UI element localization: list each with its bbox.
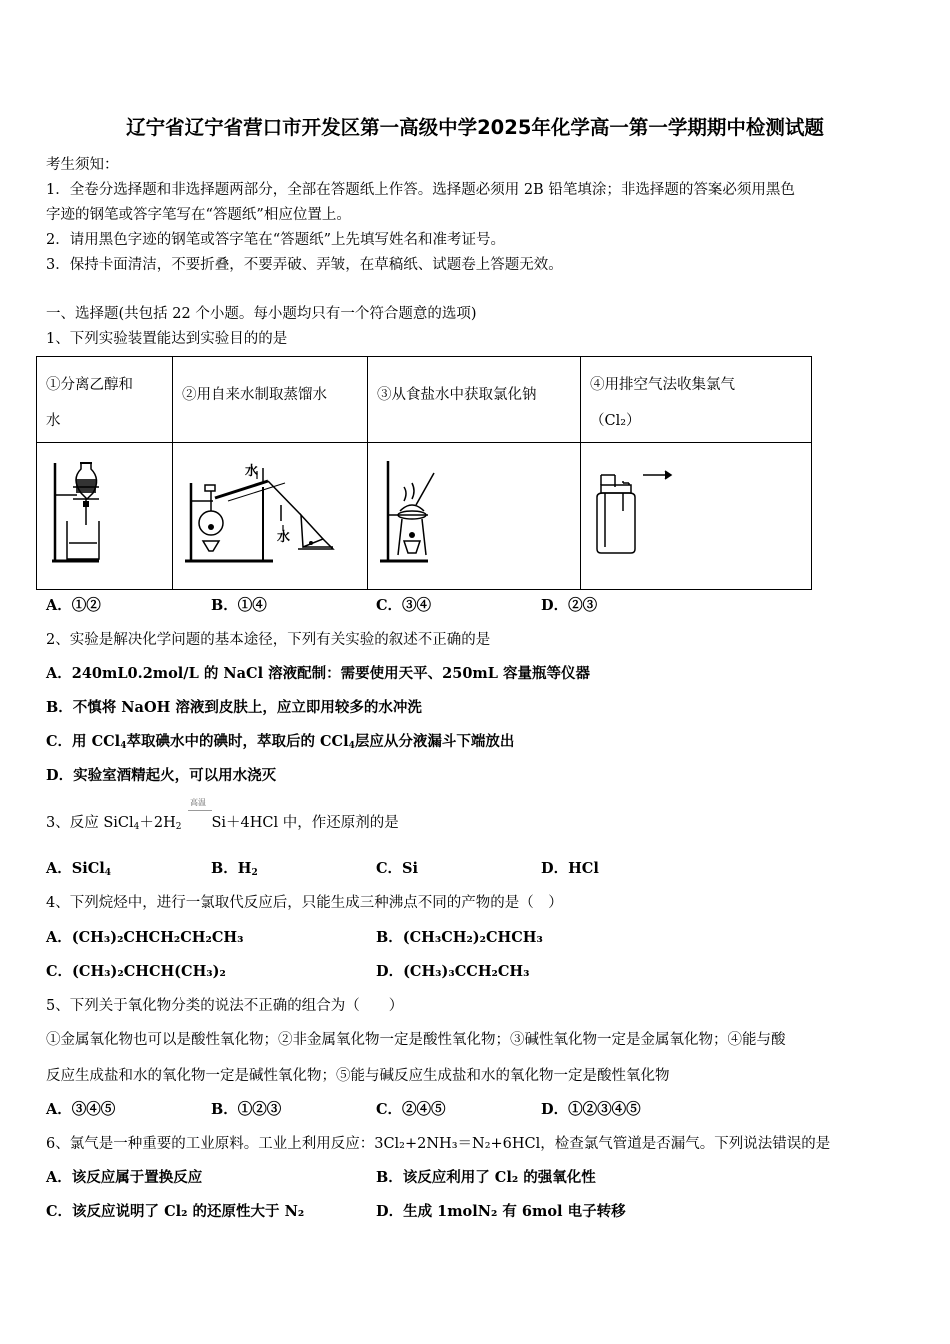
q5-stem: 5、下列关于氧化物分类的说法不正确的组合为（ ） xyxy=(46,998,404,1014)
q2-stem: 2、实验是解决化学问题的基本途径，下列有关实验的叙述不正确的是 xyxy=(46,632,491,648)
q4-option-b[interactable]: B．(CH₃CH₂)₂CHCH₃ xyxy=(376,929,543,946)
q2-c-part-1: C．用 CCl xyxy=(46,733,121,750)
q2-option-a[interactable]: A．240mL0.2mol/L 的 NaCl 溶液配制：需要使用天平、250mL 容量瓶等仪器 xyxy=(46,665,590,682)
q4-option-c[interactable]: C．(CH₃)₂CHCH(CH₃)₂ xyxy=(46,963,226,980)
q1-option-b[interactable]: B．①④ xyxy=(211,597,267,614)
q5-option-c[interactable]: C．②④⑤ xyxy=(376,1101,446,1118)
section-heading: 一、选择题(共包括 22 个小题。每小题均只有一个符合题意的选项) xyxy=(46,306,477,322)
q1-stem: 1、下列实验装置能达到实验目的的是 xyxy=(46,331,288,347)
q1-diagram-cell-1 xyxy=(37,443,173,590)
q3-stem-sub-1: 4 xyxy=(133,822,140,832)
q2-c-part-2: 萃取碘水中的碘时，萃取后的 CCl xyxy=(126,733,349,750)
q4-option-a[interactable]: A．(CH₃)₂CHCH₂CH₂CH₃ xyxy=(46,929,244,946)
q2-c-sub-1: 4 xyxy=(120,741,127,751)
q3-reaction-condition: 高温 xyxy=(190,798,206,807)
notice-line-1b: 字迹的钢笔或答字笔写在“答题纸”相应位置上。 xyxy=(46,207,351,223)
notice-heading: 考生须知： xyxy=(46,157,119,173)
q5-body-line-1: ①金属氧化物也可以是酸性氧化物；②非金属氧化物一定是酸性氧化物；③碱性氧化物一定是金属氧化物；④能与酸 xyxy=(46,1032,786,1048)
q1-diagram-cell-2 xyxy=(173,443,368,590)
q3-a-text: A．SiCl xyxy=(46,860,105,877)
q3-b-text: B．H xyxy=(211,860,252,877)
q1-cell-4-line-a: ④用排空气法收集氯气 xyxy=(590,377,735,393)
gas-collection-diagram xyxy=(581,443,811,589)
q2-option-b[interactable]: B．不慎将 NaOH 溶液到皮肤上，应立即用较多的水冲洗 xyxy=(46,699,422,716)
q1-apparatus-table xyxy=(36,356,812,590)
notice-line-1a: 1．全卷分选择题和非选择题两部分，全部在答题纸上作答。选择题必须用 2B 铅笔填涂；非选择题的答案必须用黑色 xyxy=(46,182,795,198)
q3-stem-part-1: 3、反应 SiCl xyxy=(46,815,134,831)
q1-cell-3-text: ③从食盐水中获取氯化钠 xyxy=(377,387,537,403)
q6-option-c[interactable]: C．该反应说明了 Cl₂ 的还原性大于 N₂ xyxy=(46,1203,305,1220)
page-title: 辽宁省辽宁省营口市开发区第一高级中学2025年化学高一第一学期期中检测试题 xyxy=(126,116,824,139)
q1-cell-1-line-b: 水 xyxy=(46,413,61,429)
q5-option-a[interactable]: A．③④⑤ xyxy=(46,1101,116,1118)
notice-line-2: 2．请用黑色字迹的钢笔或答字笔在“答题纸”上先填写姓名和准考证号。 xyxy=(46,232,506,248)
q3-reaction-arrow xyxy=(188,810,212,811)
q1-option-d[interactable]: D．②③ xyxy=(541,597,598,614)
q3-stem xyxy=(46,811,399,832)
q3-option-a[interactable] xyxy=(46,857,111,878)
q3-stem-part-2: ＋2H xyxy=(139,815,176,831)
q6-option-b[interactable]: B．该反应利用了 Cl₂ 的强氧化性 xyxy=(376,1169,596,1186)
q3-option-d[interactable]: D．HCl xyxy=(541,860,599,877)
q1-cell-4-line-b: （Cl₂） xyxy=(590,413,641,429)
q1-cell-1 xyxy=(37,357,173,443)
q5-option-b[interactable]: B．①②③ xyxy=(211,1101,282,1118)
separatory-funnel-diagram xyxy=(37,443,172,589)
q1-cell-4 xyxy=(581,357,812,443)
q3-b-sub: 2 xyxy=(251,868,258,878)
q2-option-c[interactable] xyxy=(46,730,514,751)
q5-body-line-2: 反应生成盐和水的氧化物一定是碱性氧化物；⑤能与碱反应生成盐和水的氧化物一定是酸性氧化物 xyxy=(46,1068,670,1084)
q6-stem: 6、氯气是一种重要的工业原料。工业上利用反应：3Cl₂+2NH₃＝N₂+6HCl，检查氯气管道是否漏气。下列说法错误的是 xyxy=(46,1136,831,1152)
evaporation-diagram xyxy=(368,443,580,589)
q1-cell-2-text: ②用自来水制取蒸馏水 xyxy=(182,387,327,403)
q3-a-sub: 4 xyxy=(104,868,112,878)
q1-option-c[interactable]: C．③④ xyxy=(376,597,432,614)
q4-option-d[interactable]: D．(CH₃)₃CCH₂CH₃ xyxy=(376,963,530,980)
q3-option-b[interactable] xyxy=(211,857,258,878)
q1-cell-2 xyxy=(173,357,368,443)
q1-diagram-cell-3 xyxy=(368,443,581,590)
q2-c-sub-2: 4 xyxy=(348,741,355,751)
q5-option-d[interactable]: D．①②③④⑤ xyxy=(541,1101,641,1118)
q1-option-a[interactable]: A．①② xyxy=(46,597,101,614)
notice-line-3: 3．保持卡面清洁，不要折叠，不要弄破、弄皱，在草稿纸、试题卷上答题无效。 xyxy=(46,257,563,273)
q2-option-d[interactable]: D．实验室酒精起火，可以用水浇灭 xyxy=(46,767,277,784)
q6-option-d[interactable]: D．生成 1molN₂ 有 6mol 电子转移 xyxy=(376,1203,626,1220)
distillation-diagram xyxy=(173,443,367,589)
q6-option-a[interactable]: A．该反应属于置换反应 xyxy=(46,1169,203,1186)
q3-option-c[interactable]: C．Si xyxy=(376,860,419,877)
q3-stem-sub-2: 2 xyxy=(175,822,182,832)
q1-cell-1-line-a: ①分离乙醇和 xyxy=(46,377,133,393)
q1-diagram-cell-4 xyxy=(581,443,812,590)
condenser-water-in-label: 水 xyxy=(245,464,259,479)
q4-stem: 4、下列烷烃中，进行一氯取代反应后，只能生成三种沸点不同的产物的是（ ） xyxy=(46,895,563,911)
q3-stem-part-3: Si＋4HCl 中，作还原剂的是 xyxy=(211,815,399,831)
condenser-water-out-label: 水 xyxy=(277,530,291,545)
q2-c-part-3: 层应从分液漏斗下端放出 xyxy=(354,733,515,750)
q1-cell-3 xyxy=(368,357,581,443)
